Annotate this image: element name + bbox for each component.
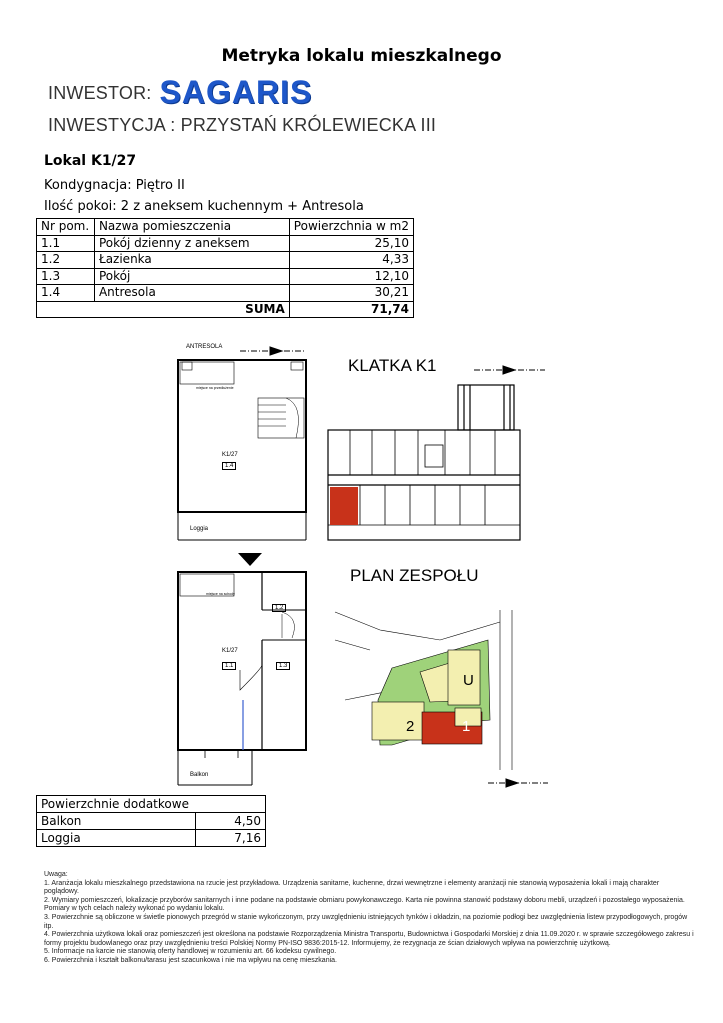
note-item: 3. Powierzchnie są obliczone w świetle pionowych przegród w stanie wykończonym, przy uwzględnieniu istniejących tynków i okładzin, na poziomie podłogi bez uwzględnienia listew przypodłogowych, progów itp. bbox=[44, 913, 688, 930]
sum-label: SUMA bbox=[37, 301, 290, 318]
floor-info: Kondygnacja: Piętro II bbox=[44, 178, 185, 193]
area-value: 4,50 bbox=[196, 813, 266, 830]
balkon-label: Balkon bbox=[190, 772, 209, 778]
site-building-2: 2 bbox=[406, 718, 415, 735]
room-name: Pokój bbox=[94, 268, 289, 285]
investment-name: INWESTYCJA : PRZYSTAŃ KRÓLEWIECKA III bbox=[48, 115, 437, 135]
site-building-1: 1 bbox=[462, 718, 471, 735]
note-item: 6. Powierzchnia i kształt balkonu/tarasu jest szacunkowa i nie ma wpływu na cenę mieszkania. bbox=[44, 956, 337, 964]
site-plan-label: PLAN ZESPOŁU bbox=[350, 566, 479, 585]
sum-value: 71,74 bbox=[289, 301, 413, 318]
room-label-a: 1.1 bbox=[222, 662, 236, 670]
room-label-upper: 1.4 bbox=[222, 462, 236, 470]
additional-areas-table bbox=[36, 795, 266, 847]
mezzanine-note: miejsce na przedłużenie bbox=[196, 386, 234, 390]
header-cell: Nazwa pomieszczenia bbox=[94, 219, 289, 236]
stairs-note: miejsce na schody bbox=[206, 592, 235, 596]
room-name: Pokój dzienny z aneksem bbox=[94, 235, 289, 252]
rooms-count: Ilość pokoi: 2 z aneksem kuchennym + Antresola bbox=[44, 199, 364, 214]
note-item: 4. Powierzchnia użytkowa lokali oraz pomieszczeń jest określona na podstawie Rozporządzenia Ministra Transportu, Budownictwa i Gospodarki Morskiej z dnia 11.09.2020 r. w sprawie szczegółowego zakresu i formy projektu budowlanego oraz przy uwzględnieniu treści Polskiej Normy PN-ISO 9836:2015-12. Informujemy, że rezygnacja ze ścian działowych wpływa na powierzchnię użytkową. bbox=[44, 931, 694, 947]
antresola-label: ANTRESOLA bbox=[186, 344, 223, 350]
room-area: 30,21 bbox=[289, 285, 413, 302]
unit-title: Lokal K1/27 bbox=[44, 153, 137, 169]
page-title: Metryka lokalu mieszkalnego bbox=[221, 46, 502, 66]
area-name: Loggia bbox=[37, 830, 196, 847]
room-name: Łazienka bbox=[94, 252, 289, 269]
area-value: 7,16 bbox=[196, 830, 266, 847]
investor-label: INWESTOR: bbox=[48, 83, 152, 103]
unit-code-upper: K1/27 bbox=[222, 452, 238, 458]
table-row bbox=[37, 830, 266, 847]
header-cell: Powierzchnia w m2 bbox=[289, 219, 413, 236]
note-item: 1. Aranżacja lokalu mieszkalnego przedstawiona na rzucie jest przykładowa. Urządzenia sanitarne, kuchenne, drzwi wewnętrzne i elementy aranżacji nie stanowią wyposażenia lokali i mają charakter poglądowy. bbox=[44, 879, 660, 896]
site-building-u: U bbox=[463, 672, 474, 689]
table-header-row bbox=[37, 796, 266, 813]
notes-heading: Uwaga: bbox=[44, 871, 68, 878]
site-plan bbox=[330, 605, 526, 770]
brand-logo: SAGARIS bbox=[159, 74, 313, 110]
note-item: 2. Wymiary pomieszczeń, lokalizacje przyborów sanitarnych i inne podane na podstawie obmiaru powykonawczego. Karta nie powinna stanowić podstawy doboru mebli, urządzeń i pozostałego wyposażenia. Pomiary w tych celach należy wykonać po wydaniu lokalu. bbox=[44, 896, 685, 913]
room-label-c: 1.3 bbox=[276, 662, 290, 670]
header-cell: Powierzchnie dodatkowe bbox=[37, 796, 266, 813]
loggia-label: Loggia bbox=[190, 526, 209, 532]
highlighted-unit bbox=[330, 487, 358, 525]
unit-code-lower: K1/27 bbox=[222, 648, 238, 654]
note-item: 5. Informacje na karcie nie stanowią oferty handlowej w rozumieniu art. 66 kodeksu cywilnego. bbox=[44, 948, 337, 956]
room-area: 25,10 bbox=[289, 235, 413, 252]
room-label-b: 1.2 bbox=[272, 604, 286, 612]
notes-section bbox=[44, 871, 694, 966]
room-area: 12,10 bbox=[289, 268, 413, 285]
header-cell: Nr pom. bbox=[37, 219, 95, 236]
room-number: 1.3 bbox=[37, 268, 95, 285]
staircase-label: KLATKA K1 bbox=[348, 356, 437, 375]
room-number: 1.1 bbox=[37, 235, 95, 252]
lower-level-plan bbox=[178, 572, 306, 785]
area-name: Balkon bbox=[37, 813, 196, 830]
room-number: 1.2 bbox=[37, 252, 95, 269]
room-area: 4,33 bbox=[289, 252, 413, 269]
room-number: 1.4 bbox=[37, 285, 95, 302]
room-name: Antresola bbox=[94, 285, 289, 302]
table-row bbox=[37, 813, 266, 830]
